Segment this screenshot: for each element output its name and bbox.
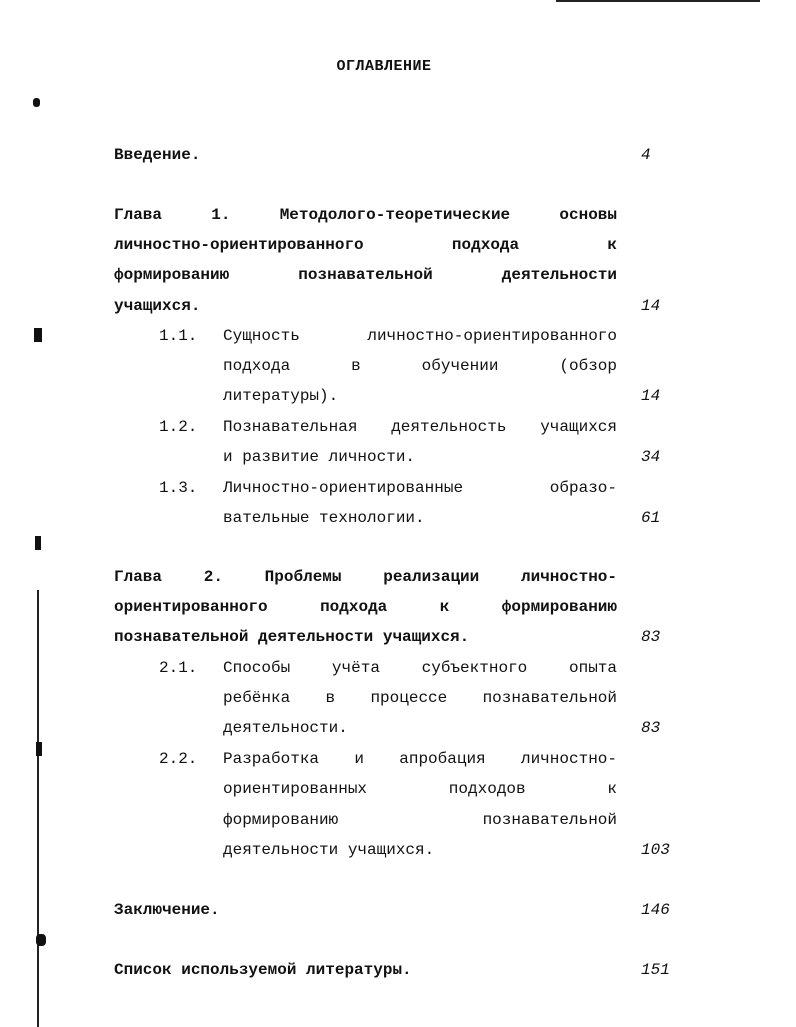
page-number: 4: [641, 146, 651, 164]
section-number: 1.3.: [159, 479, 198, 497]
section-line: деятельности учащихся.: [223, 841, 435, 859]
chapter-1-line: учащихся.: [114, 297, 201, 315]
toc-bibliography: Список используемой литературы.: [114, 961, 412, 979]
section-line: литературы).: [223, 387, 339, 405]
section-line: формированию познавательной: [223, 811, 617, 829]
chapter-2-line: познавательной деятельности учащихся.: [114, 628, 470, 646]
page-number: 83: [641, 719, 661, 737]
section-number: 2.1.: [159, 659, 198, 677]
section-line: Сущность личностно-ориентированного: [223, 327, 617, 345]
page-number: 61: [641, 509, 661, 527]
punch-mark: [36, 934, 46, 946]
chapter-2-line: Глава 2. Проблемы реализации личностно-: [114, 568, 617, 586]
section-line: Познавательная деятельность учащихся: [223, 418, 617, 436]
page-number: 14: [641, 387, 661, 405]
punch-mark: [36, 742, 42, 756]
page-number: 146: [641, 901, 670, 919]
scan-edge-left: [37, 590, 39, 1027]
page-number: 83: [641, 628, 661, 646]
page-number: 103: [641, 841, 670, 859]
section-line: ребёнка в процессе познавательной: [223, 689, 617, 707]
toc-intro: Введение.: [114, 146, 201, 164]
section-number: 2.2.: [159, 750, 198, 768]
section-line: Личностно-ориентированные образо-: [223, 479, 617, 497]
chapter-1-line: формированию познавательной деятельности: [114, 266, 617, 284]
section-line: вательные технологии.: [223, 509, 425, 527]
section-line: Разработка и апробация личностно-: [223, 750, 617, 768]
page-number: 34: [641, 448, 661, 466]
scan-edge-top: [556, 0, 760, 2]
section-number: 1.2.: [159, 418, 198, 436]
section-line: подхода в обучении (обзор: [223, 357, 617, 375]
page-title: ОГЛАВЛЕНИЕ: [336, 58, 432, 75]
punch-mark: [33, 98, 40, 107]
chapter-1-line: личностно-ориентированного подхода к: [114, 236, 617, 254]
section-line: ориентированных подходов к: [223, 780, 617, 798]
section-line: и развитие личности.: [223, 448, 416, 466]
punch-mark: [34, 328, 42, 342]
chapter-1-line: Глава 1. Методолого-теоретические основы: [114, 206, 617, 224]
section-line: деятельности.: [223, 719, 348, 737]
section-number: 1.1.: [159, 327, 198, 345]
page-number: 14: [641, 297, 661, 315]
section-line: Способы учёта субъектного опыта: [223, 659, 617, 677]
chapter-2-line: ориентированного подхода к формированию: [114, 598, 617, 616]
page-number: 151: [641, 961, 670, 979]
punch-mark: [35, 536, 41, 550]
toc-conclusion: Заключение.: [114, 901, 220, 919]
